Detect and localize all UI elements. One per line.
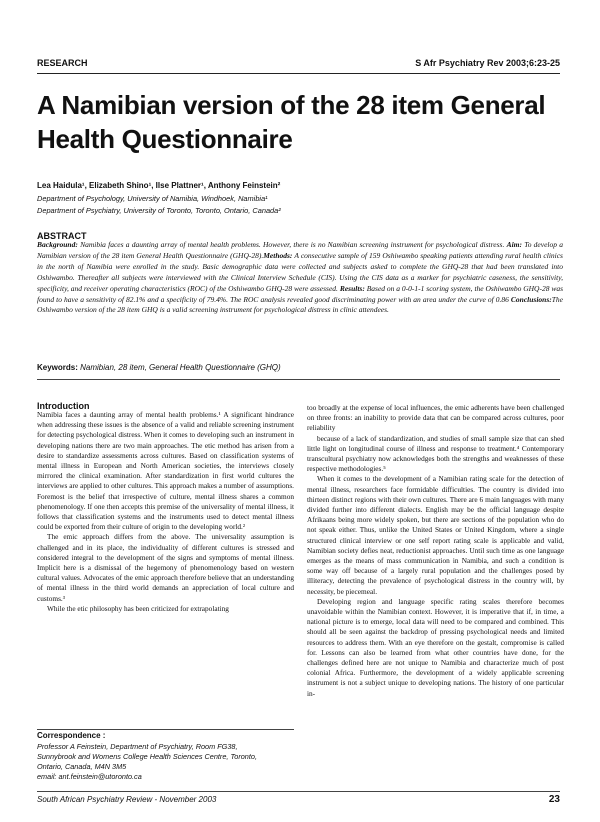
abstract-body [37,240,563,316]
keywords [37,363,281,372]
author-list: Lea Haidula¹, Elizabeth Shino¹, Ilse Plattner¹, Anthony Feinstein² [37,181,281,190]
affiliation-2: Department of Psychiatry, University of Toronto, Toronto, Ontario, Canada² [37,206,281,215]
keywords-text: Namibian, 28 item, General Health Questionnaire (GHQ) [77,363,281,372]
journal-citation: S Afr Psychiatry Rev 2003;6:23-25 [415,58,560,68]
body-paragraph: While the etic philosophy has been criticized for extrapolating [47,603,229,613]
body-paragraph: Developing region and language specific rating scales therefore becomes unavoidable within the Namibian context. However, it is imperative that if, in time, a national picture is to emerge, local data will need to be compared and combined. This should all be seen against the backdrop of pressing psychological needs and limited resources to address them. With an eye therefore on the gestalt, compromise is called for. Lessons can also be learned from what other countries have done, for the challenges defined here are not unique to Namibia and characterize much of post colonial Africa. Furthermore, the development of a widely applicable screening instrument is not a subject unique to developing nations. The history of one particular in- [307,596,564,698]
correspondence-email[interactable]: email: ant.feinstein@utoronto.ca [37,772,142,781]
keywords-label: Keywords: [37,363,78,372]
abstract-results: Based on a 0-0-1-1 scoring system, the Oshiwambo GHQ-28 was found to have a sensitivity of 82.1% and a specificity of 79.4%. The ROC analysis revealed good discriminating power with an area under the curve of 0.86 [37,283,564,304]
abstract-results-label: Results: [339,283,365,293]
abstract-aim: To develop a Namibian version of the 28 item General Health Questionnaire (GHQ-28). [37,240,563,260]
introduction-heading: Introduction [37,401,90,411]
correspondence-line: Professor A Feinstein, Department of Psychiatry, Room FG38, [37,742,238,751]
correspondence-heading: Correspondence : [37,731,106,740]
page-number: 23 [548,794,560,805]
correspondence-rule [37,729,294,730]
abstract-aim-label: Aim: [506,240,522,249]
abstract-methods-label: Methods: [263,250,293,260]
body-paragraph: The emic approach differs from the above. The universality assumption is challenged and in its place, the individuality of different cultures is stressed and considered integral to the development of the signs and symptoms of mental illness. Implicit here is a dismissal of the hegemony of phenomenology based on western cultural values. Advocates of the emic approach therefore believe that an understanding of mental illness in the third world demands an appreciation of local culture and customs.³ [37,532,294,603]
abstract-conclusions-label: Conclusions: [510,294,552,304]
correspondence-details [37,742,294,782]
keywords-rule [37,379,560,380]
correspondence-line: Sunnybrook and Womens College Health Sciences Centre, Toronto, [37,752,257,761]
footer-journal: South African Psychiatry Review - November 2003 [37,795,217,804]
abstract-background-label: Background: [37,240,78,249]
affiliation-1: Department of Psychology, University of Namibia, Windhoek, Namibia¹ [37,194,268,203]
left-column [37,410,294,614]
section-label: RESEARCH [37,58,88,68]
abstract-background: Namibia faces a daunting array of mental health problems. However, there is no Namibian screening instrument for psychological distress. [77,240,507,249]
abstract-methods: A consecutive sample of 159 Oshiwambo speaking patients attending rural health clinics in the north of Namibia were enrolled in the study. Basic demographic data were collected and subjects asked to complete the GHQ-28 that had been translated into Oshiwambo. Thereafter all subjects were interviewed with the Clinical Interview Schedule (CIS). Using the CIS data as a marker for psychiatric caseness, the sensitivity, specificity, and receiver operating characteristics (ROC) of the Oshiwambo GHQ-28 were assessed. [37,250,563,293]
header-rule [37,73,560,74]
abstract-conclusions: The Oshiwambo version of the 28 item GHQ is a valid screening instrument for psychological distress in clinic attendees. [37,294,563,315]
footer-rule [37,791,560,792]
body-paragraph: Namibia faces a daunting array of mental health problems.¹ A significant hindrance when addressing these issues is the absence of a valid and reliable screening instrument for detecting psychological distress. When it comes to developing such an instrument in developing nations there are two main approaches. The etic method has arisen from a desire to standardize assessments across cultures. Based on classification systems of mental illness in European and North American societies, the interviews closely mirrored the clinical examination. After standardization in first world cultures the interviews are applied to other cultures. This approach makes a number of assumptions. Foremost is the belief that irrespective of culture, mental illness shares a common phenomenology. If one then accepts this premise of the universality of mental illness, it follows that classification systems and the instruments used to detect mental illness could be exported from their culture of origin to the developing world.² [37,410,294,532]
body-paragraph: too broadly at the expense of local influences, the emic adherents have been challenged on three fronts: an inability to provide data that can be compared across cultures, poor reliability [307,403,564,433]
body-paragraph: because of a lack of standardization, and studies of small sample size that can shed little light on longitudinal course of illness and response to treatment.⁴ Contemporary transcultural psychiatry now acknowledges both the strengths and weaknesses of these respective methodologies.⁵ [307,433,564,474]
article-title: A Namibian version of the 28 item General Health Questionnaire [37,90,546,154]
abstract-heading: ABSTRACT [37,231,87,241]
correspondence-line: Ontario, Canada, M4N 3M5 [37,762,127,771]
right-column [307,403,564,699]
body-paragraph: When it comes to the development of a Namibian rating scale for the detection of mental illness, researchers face formidable difficulties. The country is divided into thirteen distinct regions with their own cultures. There are 6 main languages with many divided further into different dialects. English may be the official language despite Afrikaans being more widely spoken, but there are sections of the population who do not speak either. Thus, unlike the United States or United Kingdom, where a single structured clinical interview or one self report rating scale is applicable and valid, Namibian society defies neat, reductionist approaches. Until such time as one language emerges as the means of mass communication in Namibia, and such a condition is some way off because of a largely rural population and the challenges posed by illiteracy, detecting the prevalence of psychological distress in the country will, by necessity, be piecemeal. [307,474,564,596]
